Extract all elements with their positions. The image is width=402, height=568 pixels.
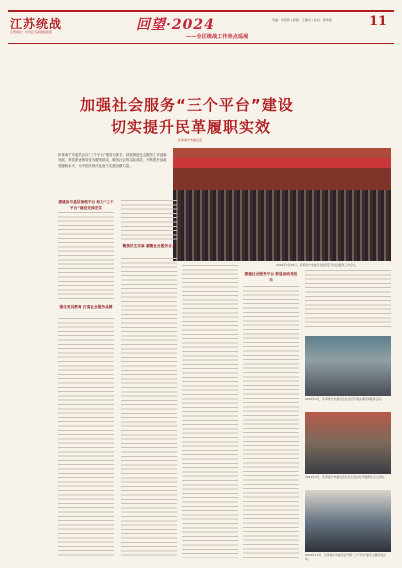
column-5-text: [305, 270, 391, 330]
masthead-logo: 江苏统战: [10, 17, 63, 31]
intro-paragraph: 民革南宁市委员会以“三个平台”建设为抓手，持续推进社会服务工作创新发展，将党派优势转化为服务群众、服务社会的实际成效，不断提升参政党履职水平，为中国式现代化南宁实践贡献力量。: [58, 153, 167, 168]
photo-4: [305, 490, 391, 552]
column-2-text-b: [121, 258, 177, 558]
header-line: [8, 43, 394, 44]
column-2-text-a: [121, 200, 177, 240]
caption-3: 2024年5月，民革南宁市委员会党员走进乡村开展惠民义诊活动。: [305, 475, 387, 479]
column-1-text-a: [58, 212, 114, 302]
caption-4: 2024年10月，民革南宁市委员会开展“三个平台”建设主题宣讲活动。: [305, 553, 386, 561]
review-subtitle: ——全区统战工作亮点巡展: [186, 34, 249, 40]
masthead-meta: 主管单位：中共江苏省委统战部: [10, 30, 53, 34]
review-title: 回望·2024: [136, 17, 215, 33]
photo-audience: [173, 190, 391, 261]
caption-1: 2024年7月26日，民革南宁市委员会组织召开社会服务工作会议。: [276, 263, 359, 267]
main-photo: [173, 148, 391, 261]
photo-banner: [173, 158, 391, 168]
byline: 民革南宁市委员会: [178, 138, 203, 142]
photo-stage: [173, 168, 391, 190]
column-3-text: [182, 265, 238, 558]
top-rule: [8, 10, 394, 12]
photo-3: [305, 412, 391, 474]
column-4-text: [243, 286, 299, 558]
column-1-text-b: [58, 318, 114, 558]
section-subhead-2: 强化党员教育 打造社会服务品牌: [59, 305, 113, 309]
headline-line-2: 切实提升民革履职实效: [111, 118, 272, 136]
section-subhead-4: 搭建社会服务平台 彰显参政党担当: [244, 272, 298, 282]
section-subhead-1: 搭建参与基层治理平台 助力“三个平台”建设走深走实: [58, 200, 114, 210]
caption-2: 2024年4月，民革南宁市委员会在社区开展法律咨询服务活动。: [305, 397, 384, 401]
section-subhead-3: 聚焦民生实事 凝聚社会服务合力: [122, 244, 176, 248]
header-info: 责编：李欣欣 | 版面：王继华 | 校对：鲁秀丽: [272, 18, 332, 22]
page-number: 11: [369, 14, 388, 29]
headline-line-1: 加强社会服务“三个平台”建设: [80, 96, 294, 114]
photo-2: [305, 336, 391, 396]
